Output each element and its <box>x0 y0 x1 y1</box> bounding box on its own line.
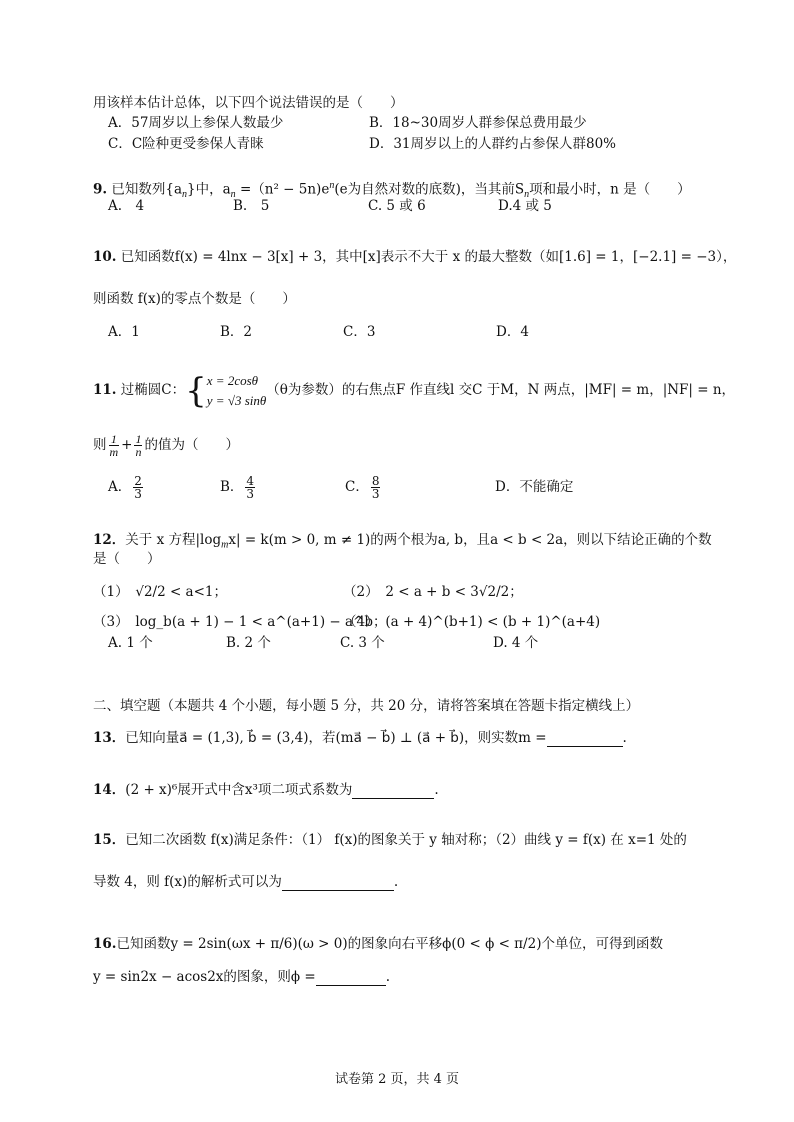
q10-number: 10. <box>93 249 117 265</box>
param-eq-x: x = 2cosθ <box>206 372 259 388</box>
q13-answer-blank[interactable] <box>547 732 623 747</box>
q9-option-b: B. 5 <box>233 198 270 214</box>
q9-text-b: }中，a <box>187 181 231 198</box>
q13-text: 已知向量a⃗ = (1,3), b⃗ = (3,4)，若(ma⃗ − b⃗) ⊥ (a⃗ + b⃗)，则实数m = <box>125 730 547 746</box>
q11-option-c-label: C． <box>345 479 369 495</box>
q12-option-d: D. 4 个 <box>493 635 539 651</box>
q12-option-a: A. 1 个 <box>108 635 153 651</box>
q16-line2: y = sin2x − acos2x的图象，则ϕ = . <box>93 969 391 985</box>
question-intro: 用该样本估计总体，以下四个说法错误的是（ ） <box>93 95 404 111</box>
q11-option-a-num: 2 <box>134 474 142 488</box>
q9-text-e: 项和最小时，n 是（ ） <box>529 181 691 198</box>
q11-stem <box>93 368 735 412</box>
page-footer: 试卷第 2 页，共 4 页 <box>334 1072 460 1087</box>
q12-statement-4: （4） (a + 4)^(b+1) < (b + 1)^(a+4) <box>343 614 601 630</box>
q12-stem: 12．关于 x 方程$|\log_mx| = k(m > 0$, m ≠ 1)的两个根为a, b，且a < b < 2a，则以下结论正确的个数 <box>93 532 712 551</box>
q16-stem <box>93 935 663 953</box>
q11-option-b-label: B． <box>220 479 244 495</box>
q10-option-c: C．3 <box>343 324 376 340</box>
q11-option-c-den: 3 <box>371 487 380 501</box>
q11-option-a-fraction <box>133 475 143 500</box>
q13-stem: 13．已知向量a⃗ = (1,3), b⃗ = (3,4)，若(ma⃗ − b⃗) ⊥ (a⃗ + b⃗)，则实数m = . <box>93 730 627 746</box>
q11-option-b-den: 3 <box>246 487 255 501</box>
q15-answer-blank[interactable] <box>282 876 394 891</box>
q16-number: 16. <box>93 936 117 952</box>
q11-option-c-num: 8 <box>371 474 380 488</box>
q15-text-a: 已知二次函数 f(x)满足条件：（1） f(x)的图象关于 y 轴对称；（2）曲线 y = f(x) 在 x=1 处的 <box>125 832 687 848</box>
q11-option-a-label: A． <box>108 479 132 495</box>
q15-text-b: 导数 4，则 f(x)的解析式可以为 <box>93 874 282 890</box>
q10-option-a: A．1 <box>108 324 140 340</box>
q11-option-d: D．不能确定 <box>495 479 574 495</box>
q8-option-c: C．C险种更受参保人青睐 <box>108 136 264 152</box>
q11-option-a <box>108 472 145 502</box>
q8-option-b: B．18~30周岁人群参保总费用最少 <box>369 115 587 131</box>
q9-number: 9. <box>93 181 108 198</box>
q11-option-c <box>345 472 382 502</box>
q12-text-a: 关于 x 方程|log <box>125 532 222 548</box>
q14-stem: 14．(2 + x)⁶展开式中含x³项二项式系数为 . <box>93 782 439 798</box>
q9-option-c: C. 5 或 6 <box>368 198 426 214</box>
fraction-1-over-m: $\frac{1}{m}$ <box>109 432 119 459</box>
q9-stem: 9. 已知数列$\{a_n\}$中，$a_n =(n^2 - 5n)e^n(e$为自然对数的底数)，当其前$S_n$项和最小时，n 是（ ） <box>93 180 691 201</box>
fraction-1-over-n: $\frac{1}{n}$ <box>135 432 142 459</box>
system-brace: { <box>185 370 207 411</box>
q11-option-b <box>220 472 257 502</box>
q12-text-c: 是（ ） <box>93 551 161 567</box>
q11-option-b-fraction <box>245 475 255 500</box>
q9-text-a: 已知数列{a <box>111 181 183 198</box>
q15-number: 15． <box>93 832 126 848</box>
q11-text-d: 的值为（ ） <box>144 437 239 453</box>
q13-number: 13． <box>93 730 126 746</box>
q12-number: 12． <box>93 532 126 548</box>
q11-text-a: 过椭圆C： <box>120 382 186 398</box>
q15-line2: 导数 4，则 f(x)的解析式可以为 . <box>93 874 399 890</box>
param-eq-y: y = √3 sinθ <box>206 392 267 408</box>
q16-text-b: y = sin2x − acos2x的图象，则ϕ = <box>93 969 316 985</box>
q12-statement-2: （2） 2 < a + b < 3√2/2； <box>343 584 523 600</box>
q10-text-a: 已知函数f(x) = 4lnx − 3[x] + 3，其中[x]表示不大于 x 的最大整数（如[1.6] = 1，[−2.1] = −3）， <box>120 249 737 265</box>
q9-option-d: D.4 或 5 <box>498 198 552 214</box>
q12-option-c: C. 3 个 <box>340 635 385 651</box>
section-2-heading: 二、填空题（本题共 4 个小题，每小题 5 分，共 20 分，请将答案填在答题卡指定横线上） <box>93 698 640 714</box>
q16-text-a: 已知函数y = 2sin(ωx + π/6)(ω > 0)的图象向右平移ϕ(0 < ϕ < π/2)个单位，可得到函数 <box>116 936 663 952</box>
q15-stem <box>93 831 687 849</box>
q10-option-d: D．4 <box>496 324 529 340</box>
q14-answer-blank[interactable] <box>352 784 434 799</box>
q9-option-a: A. 4 <box>108 198 145 214</box>
q11-line2: 则 $\frac{1}{m}$ + $\frac{1}{n}$ 的值为（ ） <box>93 432 239 459</box>
q8-option-a: A．57周岁以上参保人数最少 <box>108 115 284 131</box>
q11-option-a-den: 3 <box>134 487 142 501</box>
q8-option-d: D．31周岁以上的人群约占参保人群80% <box>369 136 617 152</box>
q10-stem <box>93 248 736 266</box>
q14-number: 14． <box>93 782 126 798</box>
q10-option-b: B．2 <box>220 324 253 340</box>
q9-text-c: =（n² − 5n)e <box>235 181 330 198</box>
q12-statement-1: （1） √2/2 < a<1； <box>93 584 228 600</box>
q16-answer-blank[interactable] <box>316 971 386 986</box>
q10-text-b: 则函数 f(x)的零点个数是（ ） <box>93 291 296 307</box>
q11-number: 11. <box>93 382 117 398</box>
q12-option-b: B. 2 个 <box>226 635 271 651</box>
q12-text-b: x| = k(m > 0, m ≠ 1)的两个根为a, b，且a < b < 2a，则以下结论正确的个数 <box>228 532 712 548</box>
q11-option-b-num: 4 <box>246 474 255 488</box>
q9-text-d: (e为自然对数的底数)，当其前S <box>334 181 525 198</box>
q14-text: (2 + x)⁶展开式中含x³项二项式系数为 <box>125 782 353 798</box>
param-system <box>207 371 266 411</box>
q12-statement-3: （3） log_b(a + 1) − 1 < a^(a+1) − a^b； <box>93 614 387 630</box>
q11-text-c: 则 <box>93 437 107 453</box>
q11-option-c-fraction <box>371 475 381 500</box>
q11-text-b: （θ为参数）的右焦点F 作直线l 交C 于M，N 两点，|MF| = m，|NF| = n， <box>266 382 736 398</box>
